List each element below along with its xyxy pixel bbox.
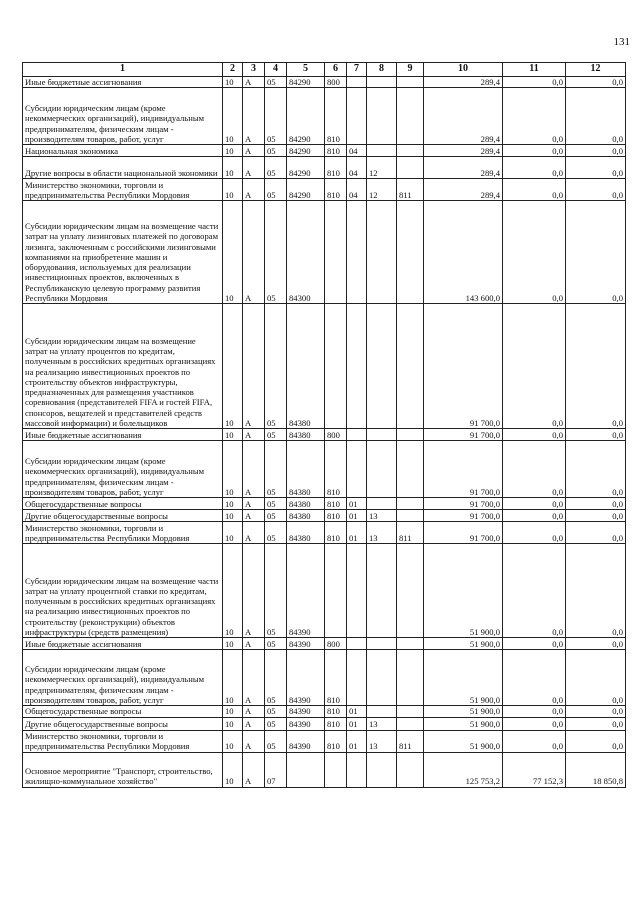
amount-cell: 0,0	[503, 304, 566, 429]
code-cell: 05	[265, 145, 287, 157]
code-cell: 84380	[287, 498, 325, 510]
code-cell: 05	[265, 706, 287, 717]
amount-cell: 0,0	[566, 544, 626, 638]
code-cell	[367, 304, 397, 429]
code-cell: А	[243, 429, 265, 441]
code-cell: А	[243, 522, 265, 544]
code-cell	[347, 638, 367, 650]
name-cell: Субсидии юридическим лицам (кроме некоммерческих организаций), индивидуальным предпринимателям, физическим лицам - производителям товаров, работ, услуг	[23, 88, 223, 145]
header-row	[23, 63, 626, 77]
code-cell: 10	[223, 179, 243, 201]
code-cell: 10	[223, 429, 243, 441]
table-row	[23, 510, 626, 522]
amount-cell: 0,0	[503, 145, 566, 157]
code-cell: 84290	[287, 77, 325, 88]
code-cell	[347, 752, 367, 787]
amount-cell: 0,0	[566, 201, 626, 304]
amount-cell: 0,0	[566, 510, 626, 522]
code-cell: А	[243, 304, 265, 429]
column-header-1: 1	[23, 63, 223, 77]
code-cell	[347, 77, 367, 88]
name-cell: Субсидии юридическим лицам (кроме некоммерческих организаций), индивидуальным предпринимателям, физическим лицам - производителям товаров, работ, услуг	[23, 650, 223, 706]
name-cell: Другие общегосударственные вопросы	[23, 717, 223, 730]
code-cell: 05	[265, 498, 287, 510]
code-cell: 10	[223, 544, 243, 638]
code-cell: 01	[347, 730, 367, 752]
code-cell: 84390	[287, 650, 325, 706]
code-cell: 05	[265, 179, 287, 201]
code-cell: 810	[325, 522, 347, 544]
code-cell: 810	[325, 706, 347, 717]
table-row	[23, 650, 626, 706]
code-cell: 10	[223, 201, 243, 304]
code-cell	[397, 717, 424, 730]
code-cell: 01	[347, 510, 367, 522]
amount-cell: 0,0	[566, 717, 626, 730]
column-header-8: 8	[367, 63, 397, 77]
code-cell: 05	[265, 650, 287, 706]
table-row	[23, 145, 626, 157]
code-cell: 05	[265, 730, 287, 752]
code-cell: 84390	[287, 730, 325, 752]
amount-cell: 51 900,0	[424, 544, 503, 638]
code-cell	[397, 441, 424, 498]
code-cell: 84390	[287, 717, 325, 730]
code-cell	[397, 510, 424, 522]
code-cell: 05	[265, 77, 287, 88]
code-cell: 12	[367, 157, 397, 179]
amount-cell: 0,0	[503, 429, 566, 441]
column-header-3: 3	[243, 63, 265, 77]
code-cell: 810	[325, 510, 347, 522]
code-cell	[325, 752, 347, 787]
code-cell: 84390	[287, 706, 325, 717]
code-cell: А	[243, 730, 265, 752]
code-cell: А	[243, 752, 265, 787]
code-cell: 05	[265, 717, 287, 730]
code-cell: 84300	[287, 201, 325, 304]
amount-cell: 0,0	[503, 88, 566, 145]
table-row	[23, 157, 626, 179]
code-cell: 84290	[287, 157, 325, 179]
table-row	[23, 522, 626, 544]
code-cell: 01	[347, 717, 367, 730]
amount-cell: 18 850,8	[566, 752, 626, 787]
code-cell: А	[243, 77, 265, 88]
amount-cell: 0,0	[566, 77, 626, 88]
code-cell	[367, 638, 397, 650]
code-cell: А	[243, 650, 265, 706]
amount-cell: 289,4	[424, 145, 503, 157]
table-row	[23, 441, 626, 498]
code-cell: 13	[367, 717, 397, 730]
code-cell	[397, 201, 424, 304]
code-cell: 04	[347, 145, 367, 157]
code-cell: 05	[265, 201, 287, 304]
code-cell: 05	[265, 510, 287, 522]
amount-cell: 0,0	[503, 77, 566, 88]
name-cell: Иные бюджетные ассигнования	[23, 638, 223, 650]
code-cell: 800	[325, 638, 347, 650]
name-cell: Субсидии юридическим лицам на возмещение части затрат на уплату процентной ставки по кредитам, полученным в российских кредитных организациях на реализацию инвестиционных проектов по строительству (реконструкции) объектов инфраструктуры (средств размещения)	[23, 544, 223, 638]
code-cell	[347, 88, 367, 145]
table-row	[23, 88, 626, 145]
name-cell: Субсидии юридическим лицам на возмещение части затрат на уплату лизинговых платежей по договорам лизинга, заключенным с российскими лизинговыми компаниями на приобретение машин и оборудования, используемых для реализации инвестиционных проектов, включенных в Республиканскую целевую программу развития Республики Мордовия	[23, 201, 223, 304]
code-cell: 13	[367, 522, 397, 544]
amount-cell: 91 700,0	[424, 498, 503, 510]
column-header-4: 4	[265, 63, 287, 77]
name-cell: Основное мероприятие "Транспорт, строительство, жилищно-коммунальное хозяйство"	[23, 752, 223, 787]
code-cell: 810	[325, 157, 347, 179]
code-cell	[367, 706, 397, 717]
amount-cell: 0,0	[503, 544, 566, 638]
code-cell: 84290	[287, 179, 325, 201]
code-cell: 810	[325, 179, 347, 201]
code-cell	[367, 650, 397, 706]
code-cell: 10	[223, 730, 243, 752]
code-cell: 810	[325, 650, 347, 706]
code-cell: 810	[325, 498, 347, 510]
amount-cell: 0,0	[566, 522, 626, 544]
amount-cell: 0,0	[503, 179, 566, 201]
table-row	[23, 706, 626, 717]
code-cell: 05	[265, 441, 287, 498]
name-cell: Иные бюджетные ассигнования	[23, 429, 223, 441]
column-header-11: 11	[503, 63, 566, 77]
code-cell	[397, 304, 424, 429]
budget-table	[22, 62, 626, 788]
code-cell	[367, 429, 397, 441]
amount-cell: 51 900,0	[424, 717, 503, 730]
code-cell: 84290	[287, 88, 325, 145]
code-cell: 10	[223, 706, 243, 717]
amount-cell: 51 900,0	[424, 706, 503, 717]
code-cell: 800	[325, 429, 347, 441]
table-row	[23, 752, 626, 787]
name-cell: Министерство экономики, торговли и предпринимательства Республики Мордовия	[23, 730, 223, 752]
code-cell: 10	[223, 88, 243, 145]
amount-cell: 0,0	[503, 706, 566, 717]
amount-cell: 91 700,0	[424, 510, 503, 522]
code-cell	[397, 752, 424, 787]
amount-cell: 0,0	[503, 201, 566, 304]
code-cell	[367, 201, 397, 304]
code-cell: 84290	[287, 145, 325, 157]
code-cell: 84390	[287, 638, 325, 650]
code-cell	[347, 201, 367, 304]
code-cell	[397, 77, 424, 88]
code-cell: 01	[347, 498, 367, 510]
code-cell: А	[243, 145, 265, 157]
name-cell: Национальная экономика	[23, 145, 223, 157]
code-cell: 84380	[287, 510, 325, 522]
code-cell	[397, 638, 424, 650]
amount-cell: 91 700,0	[424, 441, 503, 498]
code-cell	[287, 752, 325, 787]
table-row	[23, 201, 626, 304]
code-cell: 05	[265, 304, 287, 429]
code-cell: 810	[325, 730, 347, 752]
code-cell: 810	[325, 441, 347, 498]
code-cell: А	[243, 717, 265, 730]
table-header	[23, 63, 626, 77]
amount-cell: 289,4	[424, 179, 503, 201]
code-cell	[397, 157, 424, 179]
name-cell: Другие вопросы в области национальной экономики	[23, 157, 223, 179]
table-row	[23, 304, 626, 429]
code-cell	[347, 304, 367, 429]
name-cell: Иные бюджетные ассигнования	[23, 77, 223, 88]
amount-cell: 91 700,0	[424, 522, 503, 544]
code-cell: 84380	[287, 429, 325, 441]
code-cell	[397, 498, 424, 510]
code-cell	[347, 429, 367, 441]
column-header-2: 2	[223, 63, 243, 77]
code-cell: 04	[347, 179, 367, 201]
code-cell: 05	[265, 157, 287, 179]
code-cell: 10	[223, 498, 243, 510]
amount-cell: 51 900,0	[424, 650, 503, 706]
code-cell: 05	[265, 429, 287, 441]
code-cell: А	[243, 706, 265, 717]
code-cell	[397, 88, 424, 145]
code-cell: 811	[397, 522, 424, 544]
table-row	[23, 77, 626, 88]
code-cell	[347, 441, 367, 498]
column-header-7: 7	[347, 63, 367, 77]
amount-cell: 51 900,0	[424, 638, 503, 650]
column-header-12: 12	[566, 63, 626, 77]
amount-cell: 0,0	[566, 145, 626, 157]
amount-cell: 0,0	[566, 157, 626, 179]
amount-cell: 289,4	[424, 88, 503, 145]
name-cell: Субсидии юридическим лицам (кроме некоммерческих организаций), индивидуальным предпринимателям, физическим лицам - производителям товаров, работ, услуг	[23, 441, 223, 498]
table-row	[23, 638, 626, 650]
code-cell	[397, 145, 424, 157]
code-cell: А	[243, 510, 265, 522]
amount-cell: 0,0	[566, 638, 626, 650]
code-cell	[367, 498, 397, 510]
amount-cell: 0,0	[503, 441, 566, 498]
code-cell: 01	[347, 522, 367, 544]
code-cell	[325, 201, 347, 304]
amount-cell: 91 700,0	[424, 429, 503, 441]
code-cell: 800	[325, 77, 347, 88]
code-cell: 10	[223, 717, 243, 730]
code-cell	[367, 145, 397, 157]
amount-cell: 0,0	[566, 441, 626, 498]
name-cell: Другие общегосударственные вопросы	[23, 510, 223, 522]
table-row	[23, 498, 626, 510]
code-cell: 10	[223, 304, 243, 429]
code-cell	[347, 650, 367, 706]
code-cell: 811	[397, 730, 424, 752]
code-cell	[397, 544, 424, 638]
code-cell: 810	[325, 88, 347, 145]
code-cell: А	[243, 441, 265, 498]
amount-cell: 0,0	[503, 730, 566, 752]
amount-cell: 0,0	[566, 650, 626, 706]
amount-cell: 0,0	[503, 510, 566, 522]
code-cell: А	[243, 179, 265, 201]
code-cell	[325, 544, 347, 638]
column-header-5: 5	[287, 63, 325, 77]
amount-cell: 0,0	[503, 522, 566, 544]
amount-cell: 0,0	[566, 429, 626, 441]
amount-cell: 0,0	[503, 157, 566, 179]
name-cell: Общегосударственные вопросы	[23, 498, 223, 510]
column-header-6: 6	[325, 63, 347, 77]
amount-cell: 0,0	[566, 498, 626, 510]
name-cell: Общегосударственные вопросы	[23, 706, 223, 717]
amount-cell: 0,0	[503, 717, 566, 730]
code-cell: 10	[223, 77, 243, 88]
code-cell	[397, 706, 424, 717]
table-row	[23, 179, 626, 201]
code-cell: 10	[223, 650, 243, 706]
code-cell: 811	[397, 179, 424, 201]
code-cell: А	[243, 88, 265, 145]
code-cell	[367, 77, 397, 88]
table-row	[23, 429, 626, 441]
code-cell	[347, 544, 367, 638]
amount-cell: 91 700,0	[424, 304, 503, 429]
page-number: 131	[613, 36, 630, 48]
column-header-10: 10	[424, 63, 503, 77]
column-header-9: 9	[397, 63, 424, 77]
code-cell: А	[243, 544, 265, 638]
amount-cell: 0,0	[566, 179, 626, 201]
code-cell: А	[243, 157, 265, 179]
code-cell: 10	[223, 441, 243, 498]
code-cell	[397, 650, 424, 706]
code-cell: 810	[325, 717, 347, 730]
code-cell: 84380	[287, 304, 325, 429]
code-cell: 84380	[287, 522, 325, 544]
table-row	[23, 544, 626, 638]
code-cell	[367, 752, 397, 787]
amount-cell: 289,4	[424, 77, 503, 88]
code-cell	[397, 429, 424, 441]
code-cell: 13	[367, 510, 397, 522]
code-cell: 05	[265, 638, 287, 650]
code-cell: А	[243, 201, 265, 304]
code-cell: 12	[367, 179, 397, 201]
code-cell: 10	[223, 752, 243, 787]
table-row	[23, 717, 626, 730]
code-cell	[325, 304, 347, 429]
name-cell: Министерство экономики, торговли и предпринимательства Республики Мордовия	[23, 522, 223, 544]
code-cell: 10	[223, 145, 243, 157]
amount-cell: 125 753,2	[424, 752, 503, 787]
code-cell: А	[243, 498, 265, 510]
amount-cell: 0,0	[566, 88, 626, 145]
table-row	[23, 730, 626, 752]
amount-cell: 289,4	[424, 157, 503, 179]
amount-cell: 0,0	[503, 498, 566, 510]
code-cell: 05	[265, 544, 287, 638]
amount-cell: 0,0	[566, 304, 626, 429]
code-cell: 10	[223, 510, 243, 522]
code-cell: 10	[223, 638, 243, 650]
code-cell: 84380	[287, 441, 325, 498]
code-cell	[367, 544, 397, 638]
code-cell	[367, 441, 397, 498]
amount-cell: 143 600,0	[424, 201, 503, 304]
code-cell: А	[243, 638, 265, 650]
amount-cell: 0,0	[566, 730, 626, 752]
amount-cell: 0,0	[503, 650, 566, 706]
amount-cell: 0,0	[503, 638, 566, 650]
name-cell: Субсидии юридическим лицам на возмещение затрат на уплату процентов по кредитам, полученным в российских кредитных организациях на реализацию инвестиционных проектов по строительству объектов инфраструктуры, предназначенных для размещения участников соревнования (представителей FIFA и гостей FIFA, спонсоров, вещателей и представителей средств массовой информации) и болельщиков	[23, 304, 223, 429]
code-cell: 05	[265, 88, 287, 145]
code-cell: 04	[347, 157, 367, 179]
amount-cell: 51 900,0	[424, 730, 503, 752]
amount-cell: 0,0	[566, 706, 626, 717]
code-cell	[367, 88, 397, 145]
code-cell: 10	[223, 157, 243, 179]
code-cell: 01	[347, 706, 367, 717]
table-body	[23, 77, 626, 788]
code-cell: 13	[367, 730, 397, 752]
amount-cell: 77 152,3	[503, 752, 566, 787]
name-cell: Министерство экономики, торговли и предпринимательства Республики Мордовия	[23, 179, 223, 201]
code-cell: 810	[325, 145, 347, 157]
code-cell: 07	[265, 752, 287, 787]
code-cell: 84390	[287, 544, 325, 638]
code-cell: 05	[265, 522, 287, 544]
code-cell: 10	[223, 522, 243, 544]
